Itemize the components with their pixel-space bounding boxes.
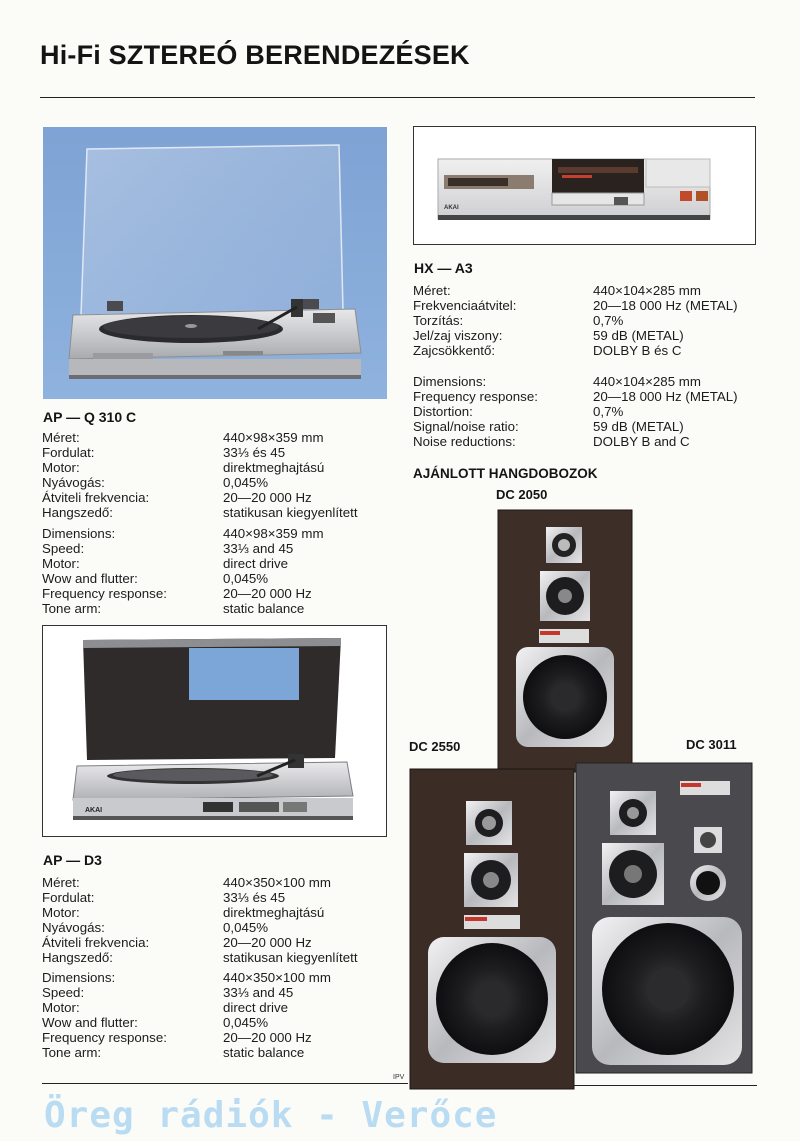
spec-label: Méret: xyxy=(42,430,80,445)
spec-label: Distortion: xyxy=(413,404,473,420)
footer-mark: IPV xyxy=(393,1074,405,1081)
spec-value: 440×98×359 mm xyxy=(223,430,324,445)
specs-apd3-hu xyxy=(42,875,387,966)
spec-label: Tone arm: xyxy=(42,1045,102,1061)
spec-row xyxy=(413,313,758,328)
spec-label: Tone arm: xyxy=(42,601,102,617)
spec-value: 20—18 000 Hz (METAL) xyxy=(593,389,738,405)
model-apq310c: AP — Q 310 C xyxy=(43,409,137,425)
spec-row xyxy=(42,1045,387,1060)
spec-label: Dimensions: xyxy=(42,970,116,985)
spec-row xyxy=(42,1000,387,1015)
spec-value: direct drive xyxy=(223,556,289,572)
spec-row xyxy=(42,490,387,505)
spec-value: statikusan kiegyenlített xyxy=(223,505,358,521)
spec-label: Motor: xyxy=(42,556,80,572)
page-title: Hi-Fi SZTEREÓ BERENDEZÉSEK xyxy=(40,40,470,70)
spec-value: 440×104×285 mm xyxy=(593,283,701,298)
cassette-deck-hxa3-photo xyxy=(413,126,756,245)
specs-apq310c-en xyxy=(42,526,387,617)
spec-value: static balance xyxy=(223,601,305,617)
spec-value: 20—20 000 Hz xyxy=(223,935,312,951)
specs-hxa3-hu xyxy=(413,283,758,358)
spec-value: 20—18 000 Hz (METAL) xyxy=(593,298,738,314)
turntable-apq310c-photo xyxy=(43,127,387,399)
spec-row xyxy=(42,541,387,556)
spec-value: 0,045% xyxy=(223,475,269,491)
speakers-heading: AJÁNLOTT HANGDOBOZOK xyxy=(413,466,598,481)
spec-value: 59 dB (METAL) xyxy=(593,328,684,344)
specs-apq310c-hu xyxy=(42,430,387,521)
model-hxa3: HX — A3 xyxy=(414,260,473,276)
spec-row xyxy=(42,445,387,460)
speakers-photo xyxy=(406,505,758,1090)
spec-row xyxy=(42,475,387,490)
spec-row xyxy=(42,556,387,571)
spec-label: Frekvenciaátvitel: xyxy=(413,298,517,314)
bottom-rule-right xyxy=(573,1085,757,1086)
spec-label: Noise reductions: xyxy=(413,434,516,450)
title-rule xyxy=(40,97,755,98)
footer-watermark: Öreg rádiók - Verőce xyxy=(44,1095,498,1136)
spec-label: Átviteli frekvencia: xyxy=(42,490,150,506)
spec-label: Wow and flutter: xyxy=(42,571,138,587)
spec-row xyxy=(42,950,387,965)
spec-label: Frequency response: xyxy=(413,389,538,405)
spec-row xyxy=(42,586,387,601)
spec-row xyxy=(42,571,387,586)
spec-row xyxy=(42,905,387,920)
spec-value: 0,045% xyxy=(223,920,269,936)
spec-value: 33⅓ és 45 xyxy=(223,445,286,461)
bottom-rule-left xyxy=(42,1083,408,1084)
spec-row xyxy=(42,601,387,616)
spec-label: Torzítás: xyxy=(413,313,464,329)
spec-value: statikusan kiegyenlített xyxy=(223,950,358,966)
turntable-apd3-photo xyxy=(42,625,387,837)
spec-label: Frequency response: xyxy=(42,1030,167,1046)
spec-row xyxy=(413,328,758,343)
spec-label: Wow and flutter: xyxy=(42,1015,138,1031)
spec-label: Fordulat: xyxy=(42,890,95,906)
spec-row xyxy=(413,298,758,313)
spec-row xyxy=(413,404,758,419)
spec-row xyxy=(42,460,387,475)
spec-value: 59 dB (METAL) xyxy=(593,419,684,435)
brand-logo-hxa3: AKAI xyxy=(444,205,459,211)
spec-value: 33⅓ and 45 xyxy=(223,541,294,557)
specs-apd3-en xyxy=(42,970,387,1061)
spec-row xyxy=(413,283,758,298)
spec-value: DOLBY B és C xyxy=(593,343,682,359)
spec-value: 20—20 000 Hz xyxy=(223,1030,312,1046)
spec-value: 33⅓ and 45 xyxy=(223,985,294,1001)
spec-label: Fordulat: xyxy=(42,445,95,461)
spec-label: Motor: xyxy=(42,460,80,476)
spec-row xyxy=(413,419,758,434)
spec-row xyxy=(42,505,387,520)
spec-label: Frequency response: xyxy=(42,586,167,602)
spec-label: Signal/noise ratio: xyxy=(413,419,519,435)
spec-label: Jel/zaj viszony: xyxy=(413,328,503,344)
spec-value: 33⅓ és 45 xyxy=(223,890,286,906)
spec-row xyxy=(42,430,387,445)
spec-label: Dimensions: xyxy=(42,526,116,541)
label-dc3011: DC 3011 xyxy=(686,737,737,752)
spec-label: Nyávogás: xyxy=(42,920,105,936)
spec-row xyxy=(413,374,758,389)
spec-value: 20—20 000 Hz xyxy=(223,586,312,602)
label-dc2550: DC 2550 xyxy=(409,739,461,754)
spec-value: 440×350×100 mm xyxy=(223,875,331,890)
specs-hxa3-en xyxy=(413,374,758,449)
spec-row xyxy=(42,526,387,541)
spec-label: Motor: xyxy=(42,905,80,921)
spec-row xyxy=(42,1015,387,1030)
spec-label: Méret: xyxy=(413,283,451,298)
brand-logo-apd3: AKAI xyxy=(85,807,103,814)
spec-value: 440×98×359 mm xyxy=(223,526,324,541)
spec-row xyxy=(42,970,387,985)
spec-row xyxy=(42,920,387,935)
spec-row xyxy=(42,875,387,890)
spec-label: Zajcsökkentő: xyxy=(413,343,496,359)
spec-label: Hangszedő: xyxy=(42,505,113,521)
spec-value: 0,7% xyxy=(593,313,624,329)
spec-row xyxy=(42,890,387,905)
spec-value: direct drive xyxy=(223,1000,289,1016)
spec-label: Speed: xyxy=(42,541,85,557)
spec-row xyxy=(413,343,758,358)
spec-row xyxy=(42,935,387,950)
spec-value: 0,045% xyxy=(223,1015,269,1031)
spec-label: Dimensions: xyxy=(413,374,487,389)
spec-row xyxy=(42,1030,387,1045)
spec-row xyxy=(42,985,387,1000)
spec-value: 0,7% xyxy=(593,404,624,420)
spec-value: direktmeghajtású xyxy=(223,460,325,476)
spec-value: DOLBY B and C xyxy=(593,434,690,450)
spec-row xyxy=(413,434,758,449)
spec-value: 440×104×285 mm xyxy=(593,374,701,389)
model-apd3: AP — D3 xyxy=(43,852,102,868)
spec-row xyxy=(413,389,758,404)
label-dc2050: DC 2050 xyxy=(496,487,548,502)
spec-label: Speed: xyxy=(42,985,85,1001)
spec-value: direktmeghajtású xyxy=(223,905,325,921)
spec-label: Nyávogás: xyxy=(42,475,105,491)
spec-label: Átviteli frekvencia: xyxy=(42,935,150,951)
spec-label: Motor: xyxy=(42,1000,80,1016)
spec-label: Hangszedő: xyxy=(42,950,113,966)
spec-value: 20—20 000 Hz xyxy=(223,490,312,506)
spec-value: 0,045% xyxy=(223,571,269,587)
spec-label: Méret: xyxy=(42,875,80,890)
spec-value: 440×350×100 mm xyxy=(223,970,331,985)
spec-value: static balance xyxy=(223,1045,305,1061)
